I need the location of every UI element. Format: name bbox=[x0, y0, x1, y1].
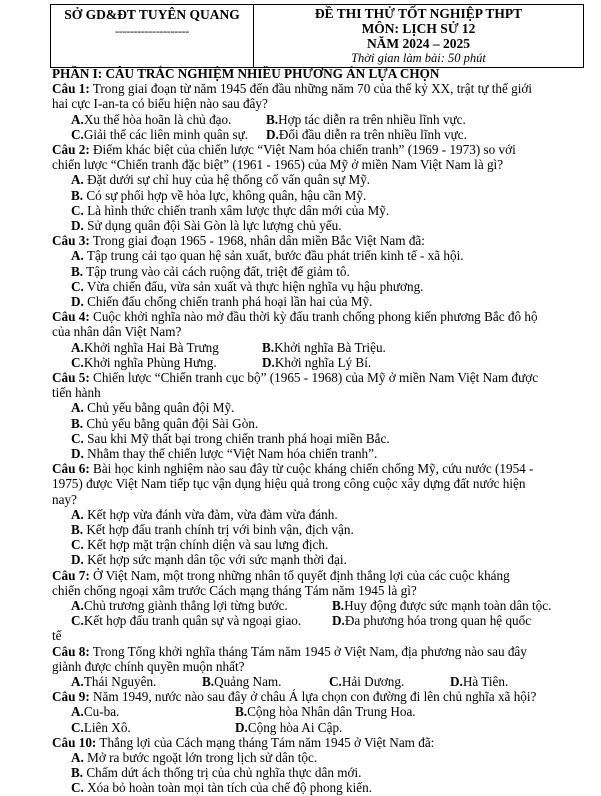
answer-key: C. bbox=[71, 613, 84, 629]
answer-text: Chiến đấu chống chiến tranh phá hoại lần hai của Mỹ. bbox=[83, 294, 373, 310]
question-stem-line bbox=[52, 735, 587, 750]
answer-option bbox=[52, 279, 587, 294]
answer-key: A. bbox=[71, 598, 84, 614]
answer-option bbox=[71, 354, 217, 370]
question-block bbox=[52, 461, 587, 567]
answer-key: A. bbox=[71, 750, 84, 765]
answer-text: Mở ra bước ngoặt lớn trong lịch sử dân tộc. bbox=[83, 750, 318, 765]
answer-key: A. bbox=[71, 506, 84, 522]
answer-text: Đặt dưới sự chỉ huy của hệ thống cố vấn quân sự Mỹ. bbox=[83, 172, 371, 188]
question-block bbox=[52, 689, 587, 735]
question-number: Câu 1: bbox=[52, 81, 90, 97]
answer-option bbox=[262, 339, 386, 355]
question-block bbox=[52, 735, 587, 796]
answer-option bbox=[266, 111, 466, 127]
question-number: Câu 3: bbox=[52, 233, 90, 249]
answer-row bbox=[52, 340, 587, 355]
question-text: nay? bbox=[52, 491, 77, 507]
answer-key: B. bbox=[71, 263, 84, 279]
answer-key: D. bbox=[71, 552, 84, 568]
question-stem-line bbox=[52, 157, 587, 172]
question-stem bbox=[52, 568, 587, 598]
answer-key: B. bbox=[71, 522, 84, 538]
answer-key: D. bbox=[71, 446, 84, 462]
answer-key: C. bbox=[71, 719, 84, 735]
answer-text: Đa phương hóa trong quan hệ quốc bbox=[344, 613, 532, 629]
exam-title-block bbox=[254, 6, 583, 65]
question-number: Câu 8: bbox=[52, 643, 90, 659]
answer-option bbox=[52, 537, 587, 552]
answer-option bbox=[71, 126, 249, 142]
question-block bbox=[52, 81, 587, 142]
answer-option bbox=[71, 704, 120, 720]
question-stem-line bbox=[52, 492, 587, 507]
question-block bbox=[52, 309, 587, 370]
answer-option bbox=[52, 507, 587, 522]
question-text: chiến chống ngoại xâm trước Cách mạng tháng Tám năm 1945 là gì? bbox=[52, 582, 417, 598]
answer-option bbox=[52, 218, 587, 233]
answer-key: A. bbox=[71, 172, 84, 188]
answer-option bbox=[71, 719, 131, 735]
answer-row bbox=[52, 613, 587, 628]
question-text: Trong giai đoạn từ năm 1945 đến đầu những năm 70 của thế kỷ XX, trật tự thế giới bbox=[89, 81, 533, 97]
answer-key: D. bbox=[262, 354, 275, 370]
answer-option bbox=[332, 613, 532, 629]
answer-row bbox=[52, 720, 587, 735]
answer-option bbox=[52, 188, 587, 203]
question-stem-line bbox=[52, 689, 587, 704]
question-stem-line bbox=[52, 385, 587, 400]
question-stem-line bbox=[52, 324, 587, 339]
question-block bbox=[52, 568, 587, 644]
question-stem bbox=[52, 233, 587, 248]
answer-text: Khởi nghĩa Hai Bà Trưng bbox=[83, 339, 219, 355]
question-stem-line bbox=[52, 142, 587, 157]
answer-key: C. bbox=[71, 537, 84, 553]
question-stem-line bbox=[52, 81, 587, 96]
answer-text: Kết hợp sức mạnh dân tộc với sức mạnh thời đại. bbox=[83, 552, 347, 568]
question-block bbox=[52, 644, 587, 690]
answer-key: B. bbox=[332, 598, 345, 614]
answer-key: D. bbox=[450, 674, 463, 690]
question-text: chiến lược “Chiến tranh đặc biệt” (1961 - 1965) của Mỹ ở miền Nam Việt Nam là gì? bbox=[52, 157, 504, 173]
question-number: Câu 5: bbox=[52, 370, 90, 385]
answer-key: D. bbox=[71, 218, 84, 233]
answer-row bbox=[52, 598, 587, 613]
question-stem bbox=[52, 461, 587, 507]
question-text: Trong Tổng khởi nghĩa tháng Tám năm 1945 ở Việt Nam, địa phương nào sau đây bbox=[89, 643, 527, 659]
answer-key: C. bbox=[71, 780, 84, 796]
question-block bbox=[52, 142, 587, 233]
question-stem bbox=[52, 735, 587, 750]
answer-text: Vừa chiến đấu, vừa sản xuất và thực hiện nghĩa vụ hậu phương. bbox=[83, 278, 424, 294]
answer-text-continuation: tế bbox=[52, 628, 62, 644]
answer-option bbox=[52, 780, 587, 795]
answer-text: Kết hợp mặt trận chính diện và sau lưng địch. bbox=[83, 537, 329, 553]
answer-text: Kết hợp vừa đánh vừa đàm, vừa đàm vừa đánh. bbox=[83, 506, 338, 522]
answer-key: A. bbox=[71, 674, 84, 690]
answer-key: C. bbox=[71, 202, 84, 218]
question-text: Trong giai đoạn 1965 - 1968, nhân dân miền Bắc Việt Nam đã: bbox=[89, 233, 425, 249]
answer-option bbox=[71, 613, 302, 629]
answer-row bbox=[52, 355, 587, 370]
answer-option bbox=[266, 126, 467, 142]
answer-option bbox=[52, 552, 587, 567]
exam-header bbox=[50, 4, 584, 68]
question-number: Câu 10: bbox=[52, 734, 97, 750]
answer-key: D. bbox=[266, 126, 279, 142]
answer-key: C. bbox=[71, 354, 84, 370]
answer-option bbox=[52, 294, 587, 309]
answer-key: B. bbox=[202, 674, 215, 690]
question-stem-line bbox=[52, 96, 587, 111]
answer-text: Huy động được sức mạnh toàn dân tộc. bbox=[344, 598, 552, 614]
question-block bbox=[52, 370, 587, 461]
question-stem-line bbox=[52, 644, 587, 659]
answer-option bbox=[329, 674, 405, 690]
answer-option bbox=[450, 674, 509, 690]
question-list bbox=[52, 81, 587, 795]
answer-key: A. bbox=[71, 400, 84, 416]
answer-text: Chủ yếu bằng quân đội Mỹ. bbox=[83, 400, 235, 416]
answer-option bbox=[52, 400, 587, 415]
answer-row bbox=[52, 127, 587, 142]
question-stem-line bbox=[52, 309, 587, 324]
answer-text: Liên Xô. bbox=[83, 719, 131, 735]
answer-key: B. bbox=[266, 111, 279, 127]
exam-content bbox=[52, 66, 587, 796]
answer-key: B. bbox=[71, 187, 84, 203]
question-text: Chiến lược “Chiến tranh cục bộ” (1965 - 1968) của Mỹ ở miền Nam Việt Nam được bbox=[89, 370, 539, 385]
answer-text: Khởi nghĩa Bà Triệu. bbox=[274, 339, 386, 355]
answer-text: Tập trung vào cải cách ruộng đất, triệt để giảm tô. bbox=[83, 263, 350, 279]
answer-key: A. bbox=[71, 111, 84, 127]
answer-option bbox=[71, 598, 288, 614]
header-dash-rule: -------------------- bbox=[115, 24, 189, 38]
question-block bbox=[52, 233, 587, 309]
answer-text: Giải thể các liên minh quân sự. bbox=[83, 126, 249, 142]
answer-text: Chấm dứt ách thống trị của chủ nghĩa thực dân mới. bbox=[83, 765, 362, 781]
answer-key: C. bbox=[71, 430, 84, 446]
answer-text: Xóa bỏ hoàn toàn mọi tàn tích của chế độ phong kiến. bbox=[83, 780, 373, 796]
answer-text: Sử dụng quân đội Sài Gòn là lực lượng chủ yếu. bbox=[83, 218, 342, 233]
answer-text: Hải Dương. bbox=[341, 674, 405, 690]
answer-text: Khởi nghĩa Lý Bí. bbox=[274, 354, 372, 370]
section-title: PHẦN I: CÂU TRẮC NGHIỆM NHIỀU PHƯƠNG ÁN LỰA CHỌN bbox=[52, 66, 440, 81]
answer-text: Xu thế hòa hoãn là chủ đạo. bbox=[83, 111, 232, 127]
question-text: tiến hành bbox=[52, 385, 101, 401]
answer-text: Kết hợp đấu tranh chính trị với binh vận, địch vận. bbox=[83, 522, 354, 538]
question-number: Câu 4: bbox=[52, 309, 90, 325]
answer-key: B. bbox=[71, 415, 84, 431]
answer-option bbox=[52, 522, 587, 537]
exam-title: ĐỀ THI THỬ TỐT NGHIỆP THPT bbox=[314, 6, 523, 21]
answer-text: Cộng hòa Ai Cập. bbox=[247, 719, 343, 735]
question-number: Câu 6: bbox=[52, 461, 90, 477]
answer-text: Cu-ba. bbox=[83, 704, 120, 720]
answer-key: B. bbox=[71, 765, 84, 781]
answer-text: Nhằm thay thế chiến lược “Việt Nam hóa chiến tranh”. bbox=[83, 446, 378, 462]
exam-time-limit: Thời gian làm bài: 50 phút bbox=[351, 51, 486, 65]
answer-text: Có sự phối hợp về hỏa lực, không quân, hậu cần Mỹ. bbox=[83, 187, 367, 203]
answer-text: Hợp tác diễn ra trên nhiều lĩnh vực. bbox=[278, 111, 466, 127]
answer-key: D. bbox=[235, 719, 248, 735]
answer-row bbox=[52, 674, 587, 689]
question-text: của nhân dân Việt Nam? bbox=[52, 324, 182, 340]
answer-key: A. bbox=[71, 704, 84, 720]
answer-text: Là hình thức chiến tranh xâm lược thực dân mới của Mỹ. bbox=[83, 202, 390, 218]
question-text: hai cực I-an-ta có biểu hiện nào sau đây? bbox=[52, 96, 268, 112]
answer-option bbox=[52, 203, 587, 218]
question-stem-line bbox=[52, 233, 587, 248]
answer-option bbox=[52, 750, 587, 765]
answer-key: D. bbox=[332, 613, 345, 629]
answer-option bbox=[71, 674, 157, 690]
question-stem-line bbox=[52, 659, 587, 674]
question-stem bbox=[52, 689, 587, 704]
answer-text: Tập trung cải tạo quan hệ sản xuất, bước đầu phát triển kinh tế - xã hội. bbox=[83, 248, 464, 264]
answer-key: C. bbox=[71, 278, 84, 294]
question-stem bbox=[52, 142, 587, 172]
answer-text: Sau khi Mỹ thất bại trong chiến tranh phá hoại miền Bắc. bbox=[83, 430, 390, 446]
answer-key: A. bbox=[71, 339, 84, 355]
issuing-department: SỞ GD&ĐT TUYÊN QUANG bbox=[64, 7, 240, 22]
answer-key: B. bbox=[235, 704, 248, 720]
question-stem bbox=[52, 644, 587, 674]
question-text: Bài học kinh nghiệm nào sau đây từ cuộc kháng chiến chống Mỹ, cứu nước (1954 - bbox=[89, 461, 534, 477]
answer-text: Cộng hòa Nhân dân Trung Hoa. bbox=[247, 704, 416, 720]
answer-option bbox=[52, 172, 587, 187]
question-stem-line bbox=[52, 476, 587, 491]
question-number: Câu 7: bbox=[52, 567, 90, 583]
question-text: Cuộc khởi nghĩa nào mở đầu thời kỳ đấu tranh chống phong kiến phương Bắc đô hộ bbox=[89, 309, 538, 325]
answer-text: Hà Tiên. bbox=[462, 674, 509, 690]
answer-key: C. bbox=[71, 126, 84, 142]
question-stem-line bbox=[52, 583, 587, 598]
answer-option bbox=[52, 765, 587, 780]
answer-option bbox=[262, 354, 372, 370]
question-text: Điểm khác biệt của chiến lược “Việt Nam hóa chiến tranh” (1969 - 1973) so với bbox=[89, 141, 516, 157]
answer-option bbox=[71, 111, 232, 127]
answer-option bbox=[235, 704, 416, 720]
answer-option bbox=[332, 598, 552, 614]
question-stem bbox=[52, 309, 587, 339]
answer-option bbox=[52, 264, 587, 279]
answer-text: Chủ yếu bằng quân đội Sài Gòn. bbox=[83, 415, 259, 431]
question-text: giành được chính quyền muộn nhất? bbox=[52, 658, 245, 674]
answer-text: Chủ trương giành thắng lợi từng bước. bbox=[83, 598, 288, 614]
exam-year: NĂM 2024 – 2025 bbox=[366, 36, 471, 51]
question-text: Năm 1949, nước nào sau đây ở châu Á lựa chọn con đường đi lên chủ nghĩa xã hội? bbox=[89, 689, 537, 705]
answer-key: C. bbox=[329, 674, 342, 690]
question-stem bbox=[52, 370, 587, 400]
question-text: Ở Việt Nam, một trong những nhân tố quyết định thắng lợi của các cuộc kháng bbox=[89, 567, 510, 583]
answer-row bbox=[52, 112, 587, 127]
answer-option bbox=[202, 674, 282, 690]
answer-key: A. bbox=[71, 248, 84, 264]
answer-key: D. bbox=[71, 294, 84, 310]
exam-subject: MÔN: LỊCH SỬ 12 bbox=[361, 21, 476, 36]
answer-option bbox=[52, 431, 587, 446]
answer-text: Đối đầu diễn ra trên nhiều lĩnh vực. bbox=[278, 126, 467, 142]
answer-option bbox=[52, 416, 587, 431]
answer-option bbox=[52, 248, 587, 263]
question-text: Thắng lợi của Cách mạng tháng Tám năm 1945 ở Việt Nam đã: bbox=[96, 734, 435, 750]
answer-option bbox=[71, 339, 219, 355]
answer-option bbox=[235, 719, 343, 735]
answer-text: Thái Nguyên. bbox=[83, 674, 157, 690]
answer-text: Kết hợp đấu tranh quân sự và ngoại giao. bbox=[83, 613, 302, 629]
question-stem-line bbox=[52, 568, 587, 583]
answer-option bbox=[52, 446, 587, 461]
question-number: Câu 9: bbox=[52, 689, 90, 705]
question-stem-line bbox=[52, 370, 587, 385]
question-stem bbox=[52, 81, 587, 111]
answer-row bbox=[52, 704, 587, 719]
question-text: 1975) được Việt Nam tiếp tục vận dụng hiệu quả trong công cuộc xây dựng đất nước hiện bbox=[52, 476, 526, 492]
answer-key: B. bbox=[262, 339, 275, 355]
answer-text: Khởi nghĩa Phùng Hưng. bbox=[83, 354, 217, 370]
question-number: Câu 2: bbox=[52, 141, 90, 157]
question-stem-line bbox=[52, 461, 587, 476]
answer-text: Quảng Nam. bbox=[214, 674, 282, 690]
